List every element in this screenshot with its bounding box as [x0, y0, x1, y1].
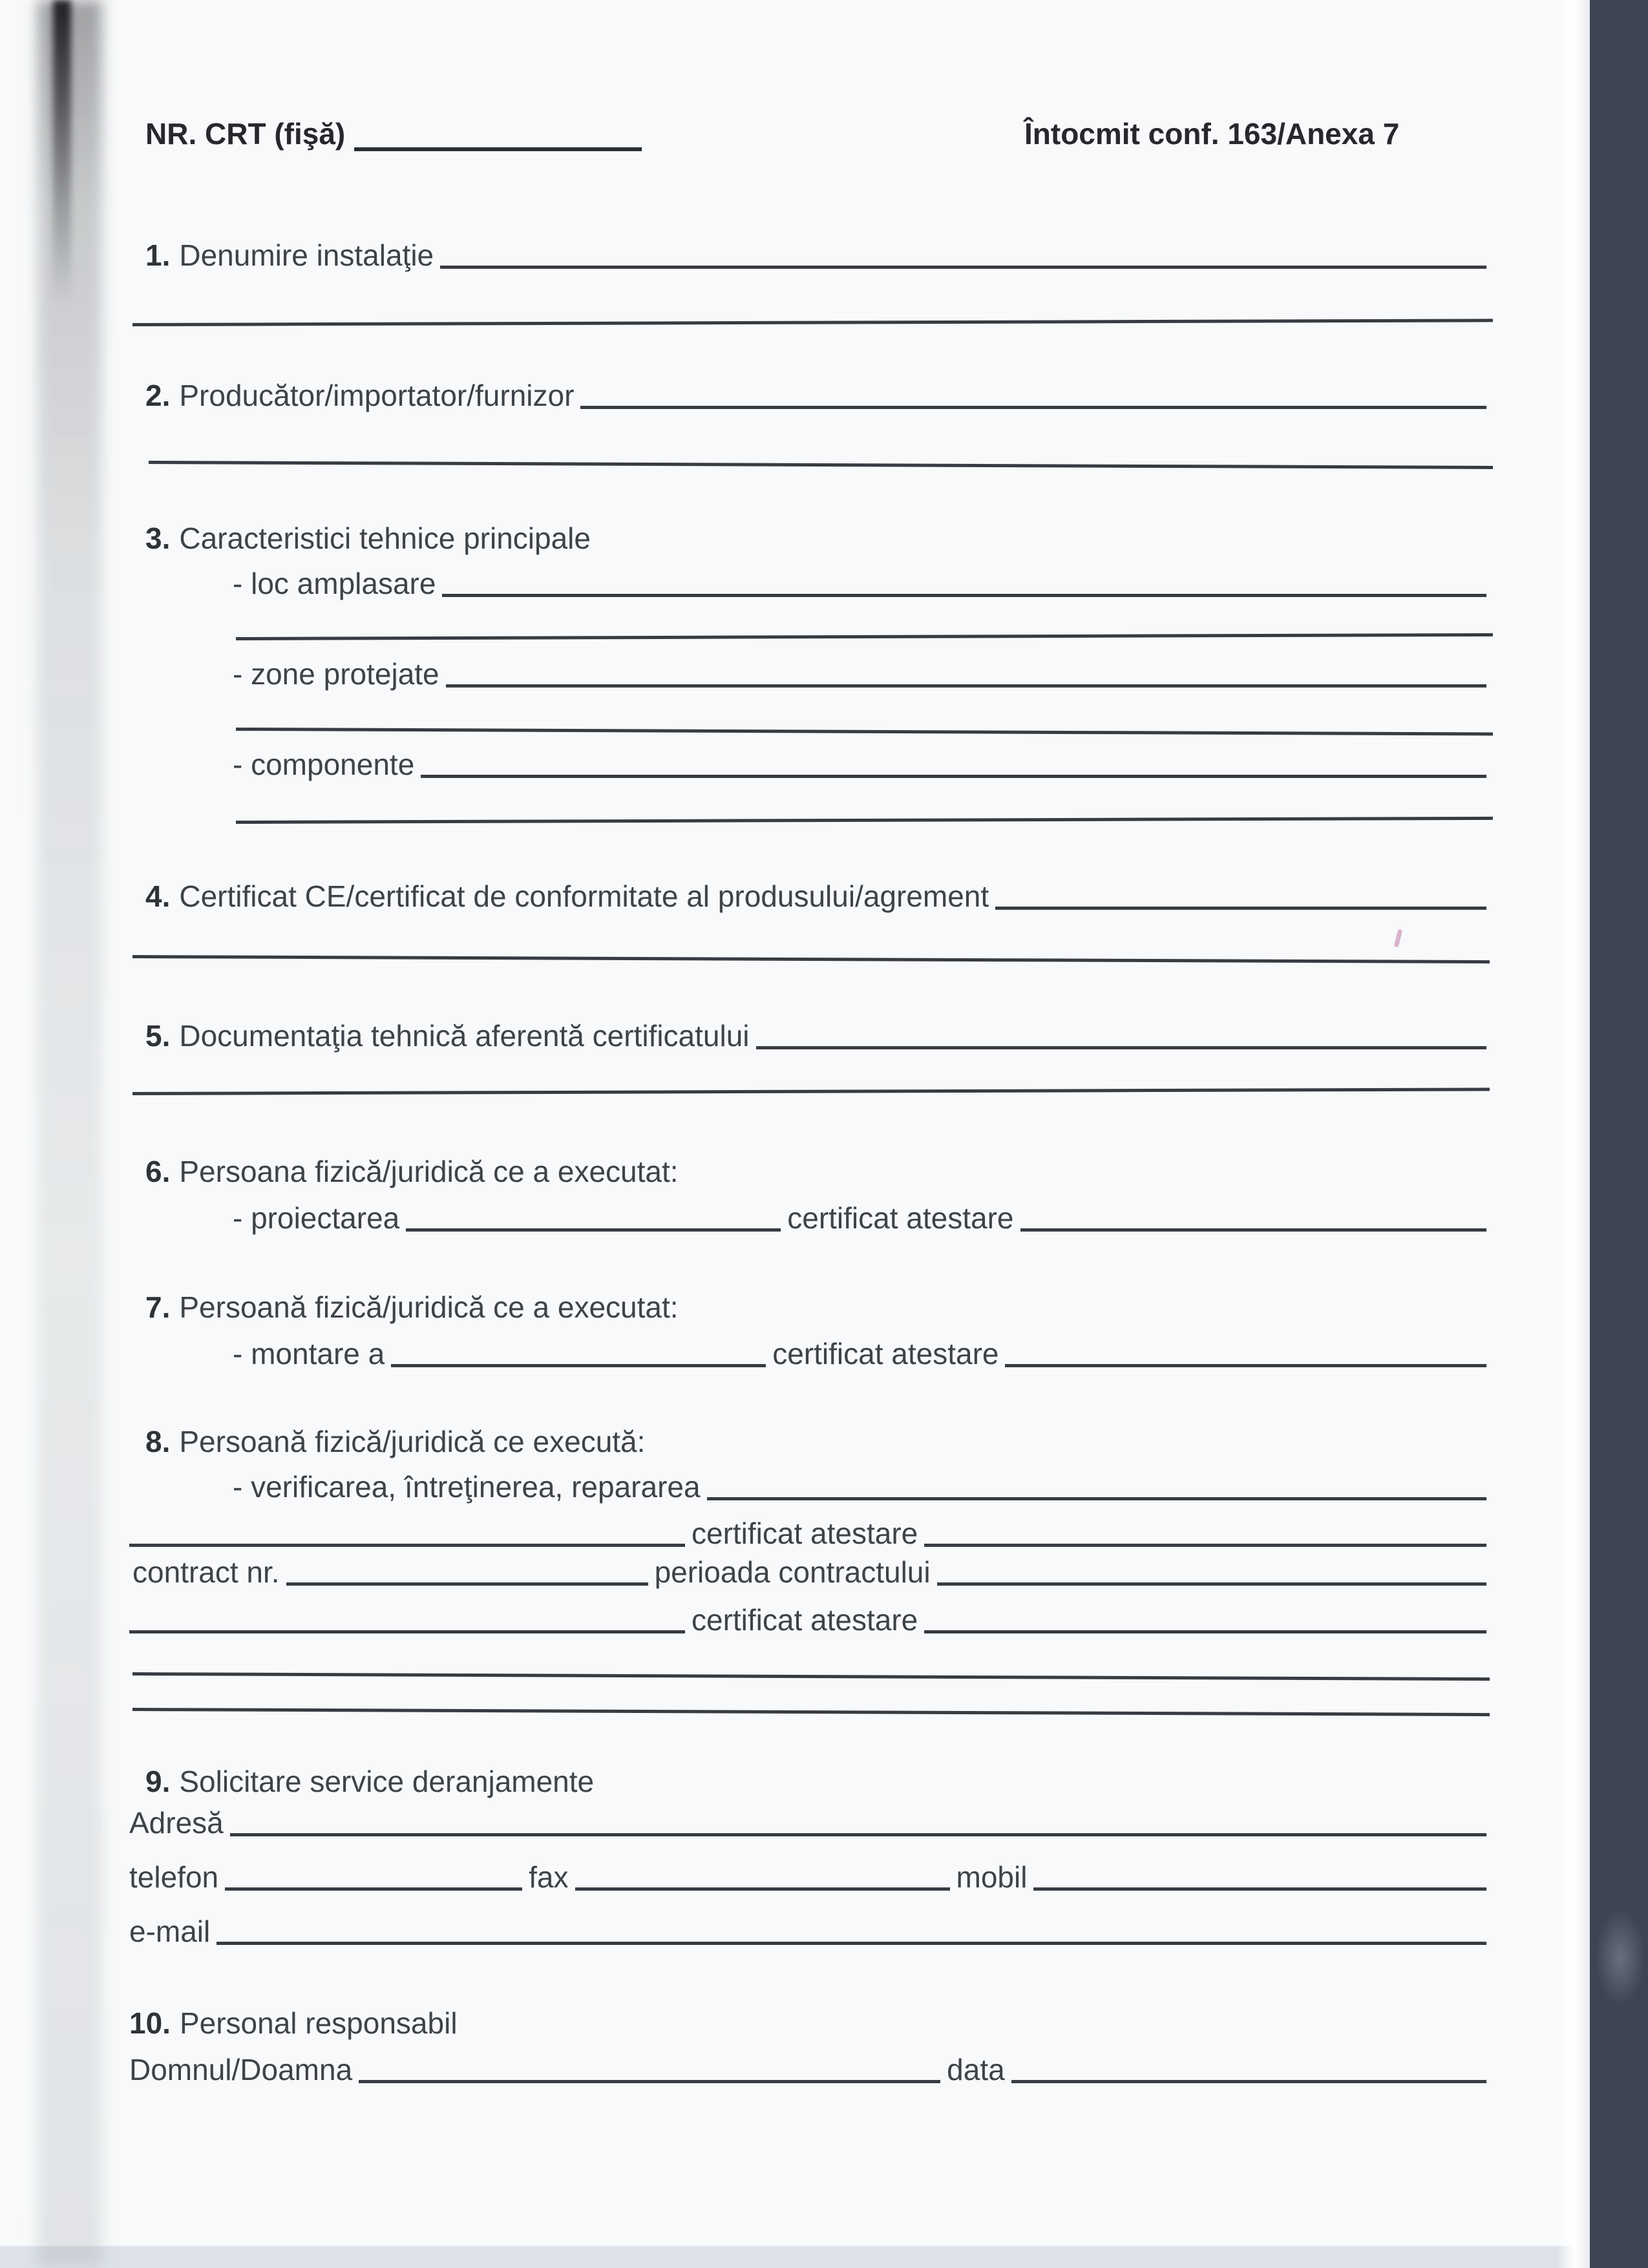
blank-line: [575, 1881, 950, 1891]
contract-nr-label: contract nr.: [132, 1555, 280, 1589]
blank-line: [359, 2074, 940, 2083]
blank-line: [1005, 1358, 1486, 1367]
item-5-label: Documentaţia tehnică aferentă certificatului: [179, 1019, 750, 1053]
item-4-label: Certificat CE/certificat de conformitate al produsului/agrement: [179, 879, 989, 913]
blank-line: [924, 1537, 1486, 1547]
zone-protejate-label: - zone protejate: [233, 657, 439, 691]
scan-artifact: [1394, 929, 1403, 948]
perioada-contractului-label: perioada contractului: [654, 1555, 931, 1589]
item-9-label: Solicitare service deranjamente: [179, 1765, 595, 1798]
item-10-domnul-row: [129, 2052, 1493, 2087]
componente-label: - componente: [233, 748, 415, 781]
scan-bottom-edge: [0, 2246, 1590, 2268]
blank-line: [132, 1087, 1490, 1095]
nr-crt-label: NR. CRT (fişă): [145, 117, 346, 151]
blank-line: [132, 955, 1490, 963]
item-3-label: Caracteristici tehnice principale: [179, 521, 591, 555]
item-8-number: 8.: [145, 1425, 171, 1458]
blank-line: [995, 900, 1486, 910]
blank-line: [924, 1624, 1486, 1633]
blank-line: [406, 1222, 781, 1232]
scan-binding-shadow-top: [53, 0, 71, 304]
item-10-label: Personal responsabil: [179, 2006, 458, 2040]
item-3-sub-zone-protejate: [233, 656, 1493, 691]
blank-line: [236, 728, 1493, 735]
blank-line: [236, 817, 1493, 824]
email-label: e-mail: [129, 1915, 211, 1948]
item-8-certificat-row-1: [129, 1516, 1493, 1551]
item-7-heading: [145, 1290, 679, 1325]
mobil-label: mobil: [956, 1860, 1028, 1894]
certificat-atestare-label: certificat atestare: [772, 1337, 999, 1370]
certificat-atestare-label: certificat atestare: [692, 1603, 918, 1637]
blank-line: [580, 399, 1486, 409]
blank-line: [129, 1624, 685, 1633]
loc-amplasare-label: - loc amplasare: [233, 567, 436, 600]
blank-line: [129, 1537, 685, 1547]
item-1-label: Denumire instalaţie: [179, 238, 434, 272]
item-4-row: [145, 879, 1493, 914]
blank-line: [707, 1491, 1486, 1500]
item-1-number: 1.: [145, 238, 171, 272]
item-3-sub-componente: [233, 747, 1493, 782]
adresa-label: Adresă: [129, 1806, 224, 1840]
item-10-heading: [129, 2006, 458, 2041]
item-7-montare-row: [233, 1336, 1493, 1371]
blank-line: [286, 1576, 648, 1586]
item-8-label: Persoană fizică/juridică ce execută:: [179, 1425, 646, 1458]
item-8-contract-row: [132, 1555, 1493, 1590]
blank-line: [756, 1040, 1486, 1049]
blank-line: [391, 1358, 766, 1367]
form-title: [1024, 116, 1399, 151]
item-6-heading: [145, 1154, 679, 1189]
item-6-label: Persoana fizică/juridică ce a executat:: [179, 1155, 679, 1188]
blank-line: [230, 1827, 1486, 1836]
item-6-number: 6.: [145, 1155, 171, 1188]
item-2-label: Producător/importator/furnizor: [179, 379, 575, 412]
blank-line: [236, 633, 1493, 640]
item-4-number: 4.: [145, 879, 171, 913]
blank-line: [225, 1881, 522, 1891]
blank-line: [1033, 1881, 1486, 1891]
blank-line: [1011, 2074, 1486, 2083]
page-edge-highlight: [1556, 0, 1590, 2268]
blank-line: [132, 319, 1493, 326]
item-8-heading: [145, 1424, 645, 1459]
data-label: data: [947, 2053, 1005, 2086]
item-9-telefon-row: [129, 1860, 1493, 1895]
item-5-row: [145, 1018, 1493, 1053]
telefon-label: telefon: [129, 1860, 219, 1894]
item-2-number: 2.: [145, 379, 171, 412]
blank-line: [1020, 1222, 1487, 1232]
certificat-atestare-label: certificat atestare: [692, 1517, 918, 1550]
form-number-header: [145, 116, 642, 151]
blank-line: [421, 768, 1486, 778]
item-9-heading: [145, 1764, 594, 1799]
form-title-label: Întocmit conf. 163/Anexa 7: [1024, 117, 1400, 151]
fax-label: fax: [529, 1860, 569, 1894]
blank-line: [442, 587, 1486, 597]
item-3-number: 3.: [145, 521, 171, 555]
blank-line: [354, 120, 642, 151]
item-8-certificat-row-2: [129, 1602, 1493, 1637]
item-3-sub-loc-amplasare: [233, 566, 1493, 601]
item-9-email-row: [129, 1914, 1493, 1949]
scan-binding-shadow: [37, 0, 102, 2268]
proiectarea-label: - proiectarea: [233, 1201, 400, 1235]
blank-line: [440, 259, 1486, 269]
item-10-number: 10.: [129, 2006, 171, 2040]
item-3-heading: [145, 521, 591, 556]
item-7-number: 7.: [145, 1290, 171, 1324]
item-7-label: Persoană fizică/juridică ce a executat:: [179, 1290, 679, 1324]
verificarea-label: - verificarea, întreţinerea, repararea: [233, 1470, 701, 1504]
blank-line: [132, 1708, 1490, 1716]
blank-line: [132, 1672, 1490, 1681]
blank-line: [937, 1576, 1486, 1586]
scan-background-smudge: [1595, 1909, 1645, 2006]
item-8-verificarea-row: [233, 1469, 1493, 1504]
blank-line: [446, 678, 1486, 688]
certificat-atestare-label: certificat atestare: [787, 1201, 1014, 1235]
item-1-row: [145, 238, 1493, 273]
item-2-row: [145, 378, 1493, 413]
item-5-number: 5.: [145, 1019, 171, 1053]
montare-label: - montare a: [233, 1337, 385, 1370]
domnul-doamna-label: Domnul/Doamna: [129, 2053, 353, 2086]
blank-line: [149, 461, 1493, 469]
blank-line: [217, 1935, 1486, 1945]
item-6-proiectarea-row: [233, 1201, 1493, 1235]
item-9-adresa-row: [129, 1805, 1493, 1840]
item-9-number: 9.: [145, 1765, 171, 1798]
